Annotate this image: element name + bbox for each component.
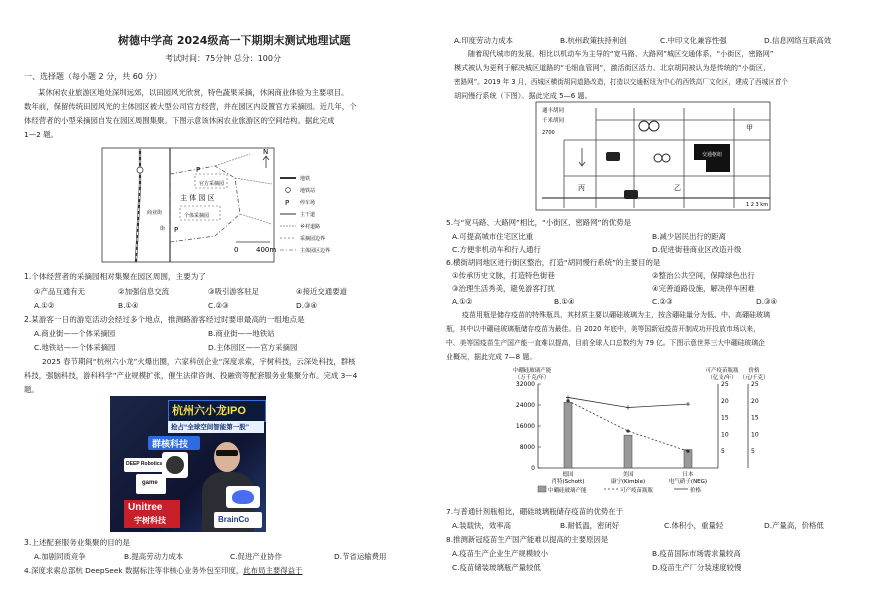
category-label-1: 日本 — [682, 472, 694, 478]
hutong-map — [534, 100, 774, 212]
parking-p1: P — [196, 166, 201, 174]
north-arrow-icon — [263, 156, 269, 168]
game-icon — [166, 456, 184, 474]
scale-0: 0 — [234, 246, 239, 254]
geti-label: 个体采摘园 — [184, 213, 210, 219]
svg-text:P: P — [285, 199, 290, 207]
deepseek-whale-icon — [232, 490, 254, 504]
q1-ans-c[interactable]: C.②③ — [208, 301, 229, 310]
q6-stem: 6.横街胡同地区进行街区整治，打造“胡同慢行系统”的主要目的是 — [446, 258, 661, 267]
q8-opt-b[interactable]: B.疫苗国际市场需求量较高 — [652, 549, 741, 558]
game-logo: game — [142, 480, 158, 486]
q8-opt-d[interactable]: D.疫苗生产厂分装速度较慢 — [652, 563, 742, 572]
q1-ans-b[interactable]: B.①④ — [118, 301, 139, 310]
map2-l4: 交通枢纽 — [702, 152, 723, 158]
q5-opt-b[interactable]: B.减少居民出行的距离 — [652, 232, 726, 241]
price-tick-label: 10 — [751, 431, 759, 439]
price-point — [626, 406, 630, 410]
q4-opt-b[interactable]: B.杭州政策扶持利创 — [560, 36, 627, 45]
q8-stem: 8.推测新冠疫苗生产国产能难以提高的主要原因是 — [446, 535, 609, 544]
passage4-line-3: 中、美等国疫苗生产国产能一直难以提高，目前全球人口总数约为 79 亿。下图示意世界三大中硼硅玻璃企 — [446, 339, 765, 347]
guanfang-label: 官方采摘园 — [199, 181, 225, 187]
q7-opt-d[interactable]: D.产量高，价格低 — [764, 521, 824, 530]
passage3-line-1: 随着现代城市的发展，相比以机动车为主导的“宽马路、大路网”城区交通体系，“小街区，密路网” — [468, 49, 774, 58]
brainco-label: BrainCo — [218, 515, 250, 524]
q1-ans-a[interactable]: A.①② — [34, 301, 55, 310]
q5-opt-c[interactable]: C.方便非机动车和行人通行 — [452, 245, 541, 254]
scale-400: 400m — [256, 246, 277, 254]
capacity-bar — [564, 402, 572, 468]
speaker-glasses — [216, 450, 238, 456]
q2-opt-a[interactable]: A.商业街——个体采摘园 — [34, 329, 116, 338]
capacity-bar — [624, 435, 632, 468]
q6-s4: ④完善道路设施，解决停车困难 — [652, 284, 755, 293]
price-tick-label: 15 — [751, 414, 759, 422]
q2-opt-d[interactable]: D.主体园区——官方采摘园 — [208, 343, 298, 352]
q4-stem-text: 4.深度求索总部杭 DeepSeek 数据标注等非核心业务外包至印度， — [24, 566, 244, 575]
intro-line-3: 体经营者的小型采摘园自发在园区周围集聚。下图示意该休闲农业旅游区的空间结构。据此完成 — [24, 116, 335, 125]
legend-main-road: 主干道 — [300, 212, 316, 218]
q1-opt-3: ③吸引游客驻足 — [208, 287, 259, 296]
legend-parking: 停车场 — [300, 200, 316, 206]
banner-title: 杭州六小龙IPO — [172, 405, 246, 417]
map-legend — [280, 175, 330, 254]
map2-l3: 乙 — [674, 184, 681, 192]
q2-stem: 2.某游客一日的游览活动会经过多个地点，推测路游客经过时要串最高的一组地点是 — [24, 315, 305, 324]
intro-line-2: 数年前，保留传统田园风光的主体园区被大型公司官方经营，并在园区内设置官方采摘园。近几年，个 — [24, 102, 357, 111]
shangye-label: 商业街 — [147, 210, 163, 216]
shangye-label-2: 街 — [160, 226, 166, 232]
right-tick-label: 25 — [721, 381, 729, 388]
price-axis-title-1: 价格 — [748, 368, 760, 374]
q3-opt-b[interactable]: B.提高劳动力成本 — [124, 552, 184, 561]
left-tick-label: 0 — [531, 465, 535, 472]
legend-pick-boundary: 采摘园边界 — [300, 236, 326, 242]
left-axis-title-2: （万千克/年） — [514, 375, 550, 381]
map2-l11: 1 2 3 km — [746, 202, 769, 208]
right-column — [438, 0, 870, 614]
vials-point — [566, 399, 569, 402]
q3-opt-a[interactable]: A.加剧同质竞争 — [34, 552, 86, 561]
vials-point — [686, 450, 689, 453]
legend-park-boundary: 主体园区边界 — [300, 248, 331, 254]
intro-line-4: 1—2 题。 — [24, 130, 58, 139]
q4-opt-c[interactable]: C.中印文化兼容性强 — [660, 36, 727, 45]
exam-title: 树德中学高 2024级高一下期期末测试地理试题 — [118, 34, 351, 47]
section-heading: 一、选择题（每小题 2 分，共 60 分） — [24, 72, 162, 81]
q3-opt-c[interactable]: C.促进产业协作 — [230, 552, 282, 561]
q2-opt-b[interactable]: B.商业街——地铁站 — [208, 329, 275, 338]
zhuti-label: 主 体 园 区 — [180, 194, 215, 202]
price-point — [686, 402, 690, 406]
right-tick-label: 5 — [721, 448, 725, 456]
car-icon-1 — [606, 152, 620, 161]
category-label-1: 美国 — [622, 472, 634, 478]
right-axis-title-2: （亿支/年） — [707, 375, 737, 381]
q5-opt-d[interactable]: D.促进街巷商业区改造升级 — [652, 245, 742, 254]
six-dragons-photo — [110, 396, 266, 532]
yushu-label: 宇树科技 — [134, 516, 166, 525]
legend-rural-road: 乡村道路 — [300, 224, 321, 230]
passage4-line-2: 瓶，其中以中硼硅玻璃瓶储存疫苗为最佳。自 2020 年底中，美等国新冠疫苗开制成功开投放市场以来， — [446, 325, 760, 333]
q1-opt-2: ②加强信息交流 — [118, 287, 169, 296]
vials-point — [626, 429, 629, 432]
category-label-2: 电气硝子(NEG) — [668, 479, 708, 485]
q3-stem: 3.上述配套服务业集聚的目的是 — [24, 538, 130, 547]
park-structure-map — [100, 144, 340, 266]
q6-ans-b[interactable]: B.①④ — [554, 297, 575, 306]
left-tick-label: 16000 — [515, 423, 535, 430]
legend-vials: 可产疫苗瓶瓶 — [620, 488, 654, 494]
passage2-line-3: 题。 — [24, 385, 39, 394]
category-label-1: 德国 — [562, 472, 574, 478]
legend-capacity: 中硼硅玻璃产能 — [548, 488, 587, 494]
q6-ans-c[interactable]: C.②③ — [652, 297, 673, 306]
legend-swatch-capacity — [538, 486, 546, 492]
passage3-line-4: 胡同慢行系统（下图）。据此完成 5—6 题。 — [454, 91, 592, 100]
left-axis-title-1: 中硼硅玻璃产能 — [512, 368, 552, 374]
passage4-line-4: 业概况，据此完成 7—8 题。 — [446, 353, 537, 361]
q8-opt-a[interactable]: A.疫苗生产企业生产规模较小 — [452, 549, 548, 558]
legend-station: 地铁站 — [300, 188, 316, 194]
price-axis-title-2: （元/千克） — [739, 375, 769, 381]
q5-opt-a[interactable]: A.可提高城市住宅区比重 — [452, 232, 534, 241]
passage4-line-1: 疫苗用瓶是储存疫苗的特殊瓶具，其材质主要以硼硅玻璃为主，按含硼硅量分为低、中、高硼硅玻璃 — [462, 311, 770, 319]
price-tick-label: 5 — [751, 448, 755, 456]
price-point — [566, 395, 570, 399]
q6-ans-a[interactable]: A.①② — [452, 297, 473, 306]
right-axis-title-1: 可产疫苗瓶瓶 — [705, 368, 739, 374]
q4-stem — [24, 566, 302, 575]
right-tick-label: 15 — [721, 414, 729, 422]
map2-l1: 通丰胡同 — [542, 108, 565, 114]
unitree-label: Unitree — [128, 502, 163, 513]
q7-opt-c[interactable]: C.体积小，重量轻 — [664, 521, 724, 530]
map2-l6: 丙 — [578, 184, 585, 192]
banner-subtitle: 抢占“全球空间智能第一股” — [171, 424, 249, 431]
legend-price: 价格 — [690, 488, 702, 494]
price-tick-label: 25 — [751, 381, 759, 388]
q6-s1: ①传承历史文脉，打造特色街巷 — [452, 271, 555, 280]
left-tick-label: 8000 — [519, 444, 535, 451]
passage2-line-1: 2025 春节期间“杭州六小龙”火爆出圈，六家科创企业“深度求索，宇树科技，云深处科技，群核 — [42, 357, 356, 366]
passage3-line-2: 模式被认为更利于解决城区道路的“毛细血管网”，激活街区活力。北京胡同被认为是传统的“小街区、 — [454, 63, 771, 72]
q6-s2: ②整治公共空间，保障绿色出行 — [652, 271, 755, 280]
q1-stem: 1.个体经营者的采摘园相对集聚在园区周围，主要为了 — [24, 272, 206, 281]
passage2-line-2: 科技，强脑科技，游科科学”产业规模扩张，催生法律咨询、投融资等配套服务业集聚分布。完成 3—4 — [24, 371, 358, 380]
intro-line-1: 某休闲农业旅游区地处深圳远郊，以田园风光欣赏，特色蔬果采摘，休闲商业体验为主要项目。 — [38, 88, 349, 97]
q6-ans-d[interactable]: D.③④ — [756, 297, 778, 306]
passage3-line-3: 密路网”。2019 年 3 月，西城区横街胡同道路改造，打造以交通枢纽为中心的西铁高厂文化区，建成了西城区首个 — [454, 78, 788, 86]
right-tick-label: 10 — [721, 431, 729, 439]
q3-opt-d[interactable]: D.节省运输费用 — [334, 552, 387, 561]
q7-opt-a[interactable]: A.装载快，效率高 — [452, 521, 512, 530]
car-icon-2 — [624, 190, 638, 199]
left-tick-label: 24000 — [515, 402, 535, 409]
q4-opt-a[interactable]: A.印度劳动力成本 — [454, 36, 514, 45]
map2-l5: 甲 — [746, 124, 753, 132]
category-label-2: 康宁(Kimble) — [610, 479, 646, 485]
map2-l7: 2700 — [542, 130, 555, 136]
category-label-2: 肖特(Schott) — [551, 479, 585, 485]
price-tick-label: 20 — [751, 397, 759, 405]
q8-opt-c[interactable]: C.疫苗储装玻璃瓶产量较低 — [452, 563, 541, 572]
q6-s3: ③治理生活秀美，避免游客打扰 — [452, 284, 555, 293]
exam-meta: 考试时间：75分钟 总分：100分 — [165, 54, 281, 63]
qunhe-label: 群核科技 — [152, 439, 189, 449]
subway-station-icon — [137, 167, 143, 173]
q1-ans-d[interactable]: D.③④ — [296, 301, 318, 310]
q4-stem-underline: 此布局主要得益于 — [243, 566, 303, 575]
q5-stem: 5.与“宽马路、大路网”相比，“小街区、密路网”的优势是 — [446, 218, 631, 227]
legend-subway: 地铁 — [300, 176, 311, 182]
speaker-face — [214, 442, 240, 472]
q7-opt-b[interactable]: B.耐低温，密闭好 — [560, 521, 620, 530]
q4-opt-d[interactable]: D.信息网络互联高效 — [764, 36, 832, 45]
map2-l2: 千米胡同 — [542, 118, 565, 124]
parking-p2: P — [174, 226, 179, 234]
q1-opt-4: ④接近交通要道 — [296, 287, 347, 296]
q2-opt-c[interactable]: C.地铁站——个体采摘园 — [34, 343, 116, 352]
q7-stem: 7.与普通针剂瓶相比，硼硅玻璃瓶储存疫苗的优势在于 — [446, 507, 624, 516]
deeprobotics-logo: DEEP Robotics — [126, 461, 163, 467]
q1-opt-1: ①产品互通有无 — [34, 287, 85, 296]
glass-chart — [498, 360, 798, 500]
left-tick-label: 32000 — [515, 381, 535, 388]
right-tick-label: 20 — [721, 397, 729, 405]
north-label: N — [263, 148, 269, 156]
